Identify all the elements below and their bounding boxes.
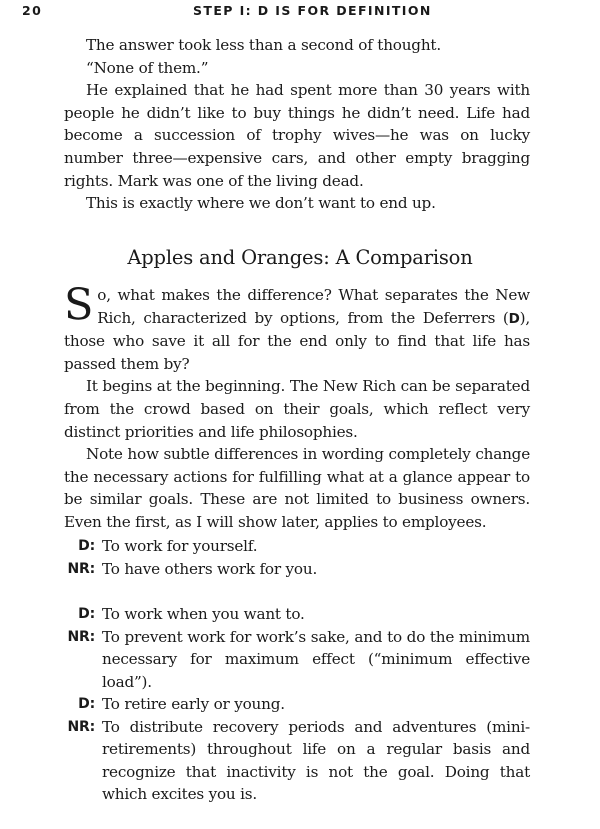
- deferrer-goal: [0, 693, 600, 716]
- comparison-group: [0, 603, 600, 693]
- section-heading: Apples and Oranges: A Comparison: [127, 246, 473, 269]
- running-head: [22, 3, 528, 21]
- deferrers-abbreviation: D: [508, 310, 520, 327]
- opening-paragraph: [64, 280, 530, 375]
- nr-text: To distribute recovery periods and adventures (mini-retirements) throughout life on a regular basis and recognize that inactivity is not the goal. Doing that which excites you is.: [102, 717, 530, 804]
- paragraph: “None of them.”: [86, 58, 209, 77]
- nr-label: NR:: [67, 718, 95, 735]
- d-text: To retire early or young.: [102, 695, 285, 713]
- page-number: 20: [22, 3, 43, 18]
- nr-text: To prevent work for work’s sake, and to do the minimum necessary for maximum effect (“minimum effective load”).: [102, 627, 530, 691]
- deferrer-goal: [0, 535, 600, 558]
- intro-text-block: [64, 34, 530, 215]
- paragraph: The answer took less than a second of thought.: [86, 36, 441, 54]
- deferrer-goal: [0, 603, 600, 626]
- new-rich-goal: [0, 716, 600, 806]
- comparison-group: [0, 693, 600, 806]
- d-label: D:: [78, 696, 95, 712]
- opening-text-end: ), those who save it all for the end only to find that life has passed them by?: [64, 308, 530, 373]
- new-rich-goal: [0, 626, 600, 694]
- opening-text: o, what makes the difference? What separates the New Rich, characterized by options, from the Deferrers (: [97, 286, 530, 327]
- running-title: STEP I: D IS FOR DEFINITION: [193, 3, 432, 18]
- paragraph: This is exactly where we don’t want to end up.: [86, 194, 436, 213]
- paragraph: He explained that he had spent more than 30 years with people he didn’t like to buy things he didn’t need. Life had become a succession of trophy wives—he was on lucky number three—expensive cars, and other empty bragging rights. Mark was one of the living dead.: [64, 81, 530, 190]
- nr-text: To have others work for you.: [102, 559, 318, 578]
- d-text: To work for yourself.: [102, 537, 258, 555]
- d-label: D:: [78, 538, 95, 554]
- paragraph: Note how subtle differences in wording completely change the necessary actions for fulfilling what at a glance appear to be similar goals. These are not limited to business owners. Even the first, as I will show later, applies to employees.: [64, 445, 530, 531]
- d-text: To work when you want to.: [102, 605, 305, 623]
- drop-cap: S: [64, 280, 94, 330]
- comparison-group: [0, 535, 600, 580]
- d-label: D:: [78, 606, 95, 622]
- nr-label: NR:: [67, 628, 95, 645]
- new-rich-goal: [0, 558, 600, 581]
- nr-label: NR:: [67, 560, 95, 577]
- section-text-block: [64, 280, 530, 534]
- paragraph: It begins at the beginning. The New Rich can be separated from the crowd based on their goals, which reflect very distinct priorities and life philosophies.: [64, 377, 530, 441]
